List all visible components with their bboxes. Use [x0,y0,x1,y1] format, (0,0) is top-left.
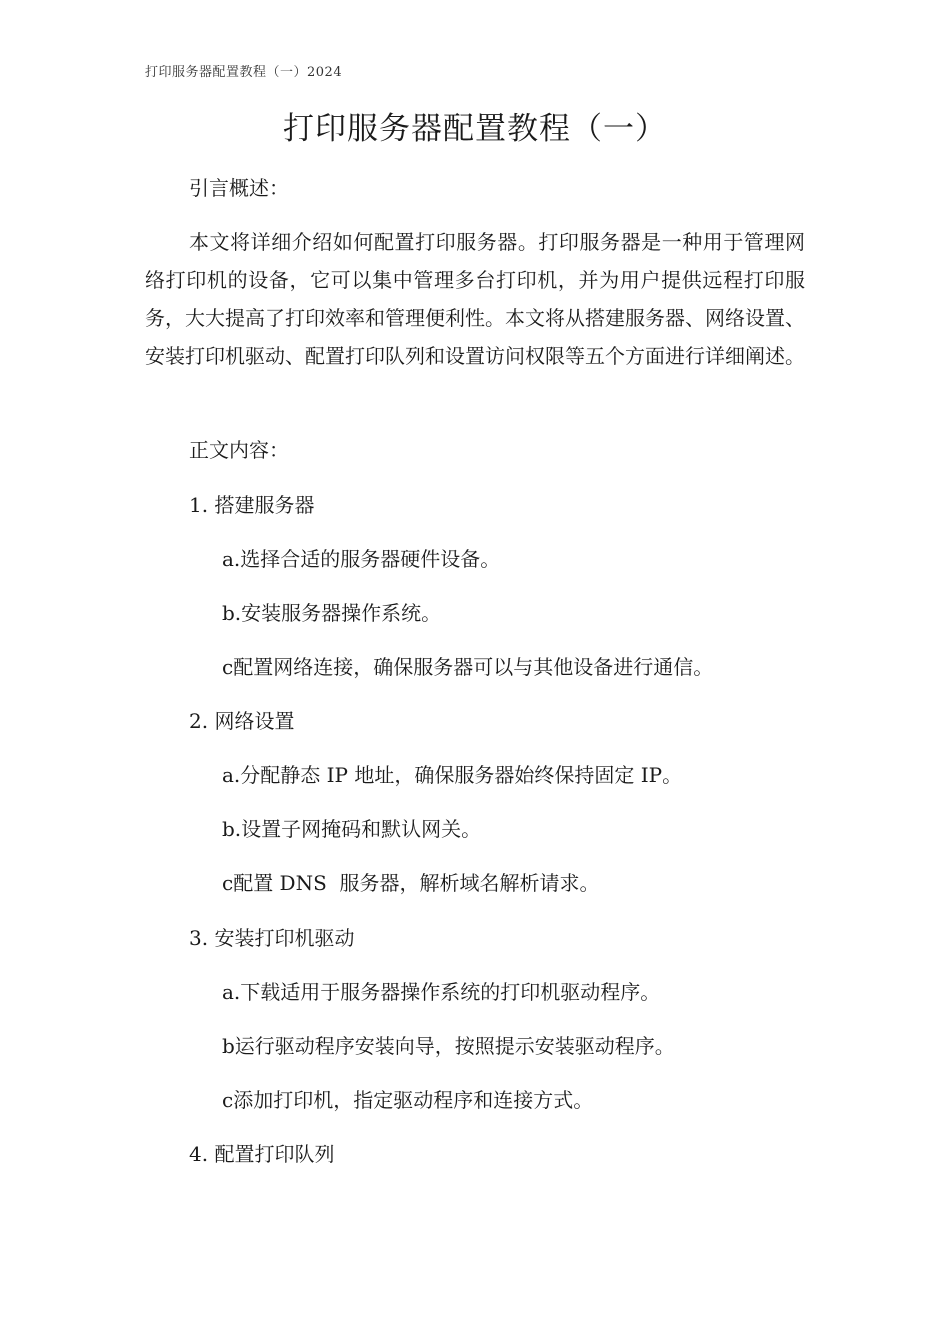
section-2-item-a: a.分配静态 IP 地址，确保服务器始终保持固定 IP。 [222,763,683,787]
section-2-item-c: c配置 DNS 服务器，解析域名解析请求。 [222,871,600,895]
section-1-item-b: b.安装服务器操作系统。 [222,601,442,625]
section-heading-2: 2. 网络设置 [189,709,295,733]
intro-paragraph: 本文将详细介绍如何配置打印服务器。打印服务器是一种用于管理网络打印机的设备，它可以集中管理多台打印机，并为用户提供远程打印服务，大大提高了打印效率和管理便利性。本文将从搭建服务器、网络设置、安装打印机驱动、配置打印队列和设置访问权限等五个方面进行详细阐述。 [145,230,805,368]
section-1-item-c: c配置网络连接，确保服务器可以与其他设备进行通信。 [222,655,714,679]
section-heading-1: 1. 搭建服务器 [189,493,315,517]
section-3-item-b: b运行驱动程序安装向导，按照提示安装驱动程序。 [222,1034,675,1058]
section-2-item-b: b.设置子网掩码和默认网关。 [222,817,482,841]
section-3-item-c: c添加打印机，指定驱动程序和连接方式。 [222,1088,594,1112]
section-heading-4: 4. 配置打印队列 [189,1142,335,1166]
section-3-item-a: a.下载适用于服务器操作系统的打印机驱动程序。 [222,980,661,1004]
intro-label: 引言概述： [189,176,289,200]
running-header: 打印服务器配置教程（一）2024 [145,65,343,80]
section-heading-3: 3. 安装打印机驱动 [189,926,355,950]
section-1-item-a: a.选择合适的服务器硬件设备。 [222,547,501,571]
main-label: 正文内容： [189,438,289,462]
document-title: 打印服务器配置教程（一） [283,111,667,147]
